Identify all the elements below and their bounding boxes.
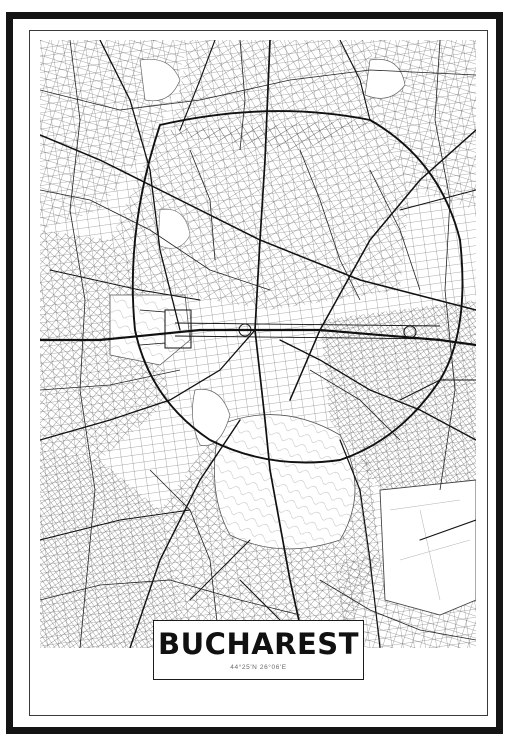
city-name: BUCHAREST — [158, 627, 359, 661]
city-map — [40, 40, 476, 648]
coordinates: 44°25'N 26°06'E — [230, 664, 287, 671]
title-box — [153, 620, 364, 680]
